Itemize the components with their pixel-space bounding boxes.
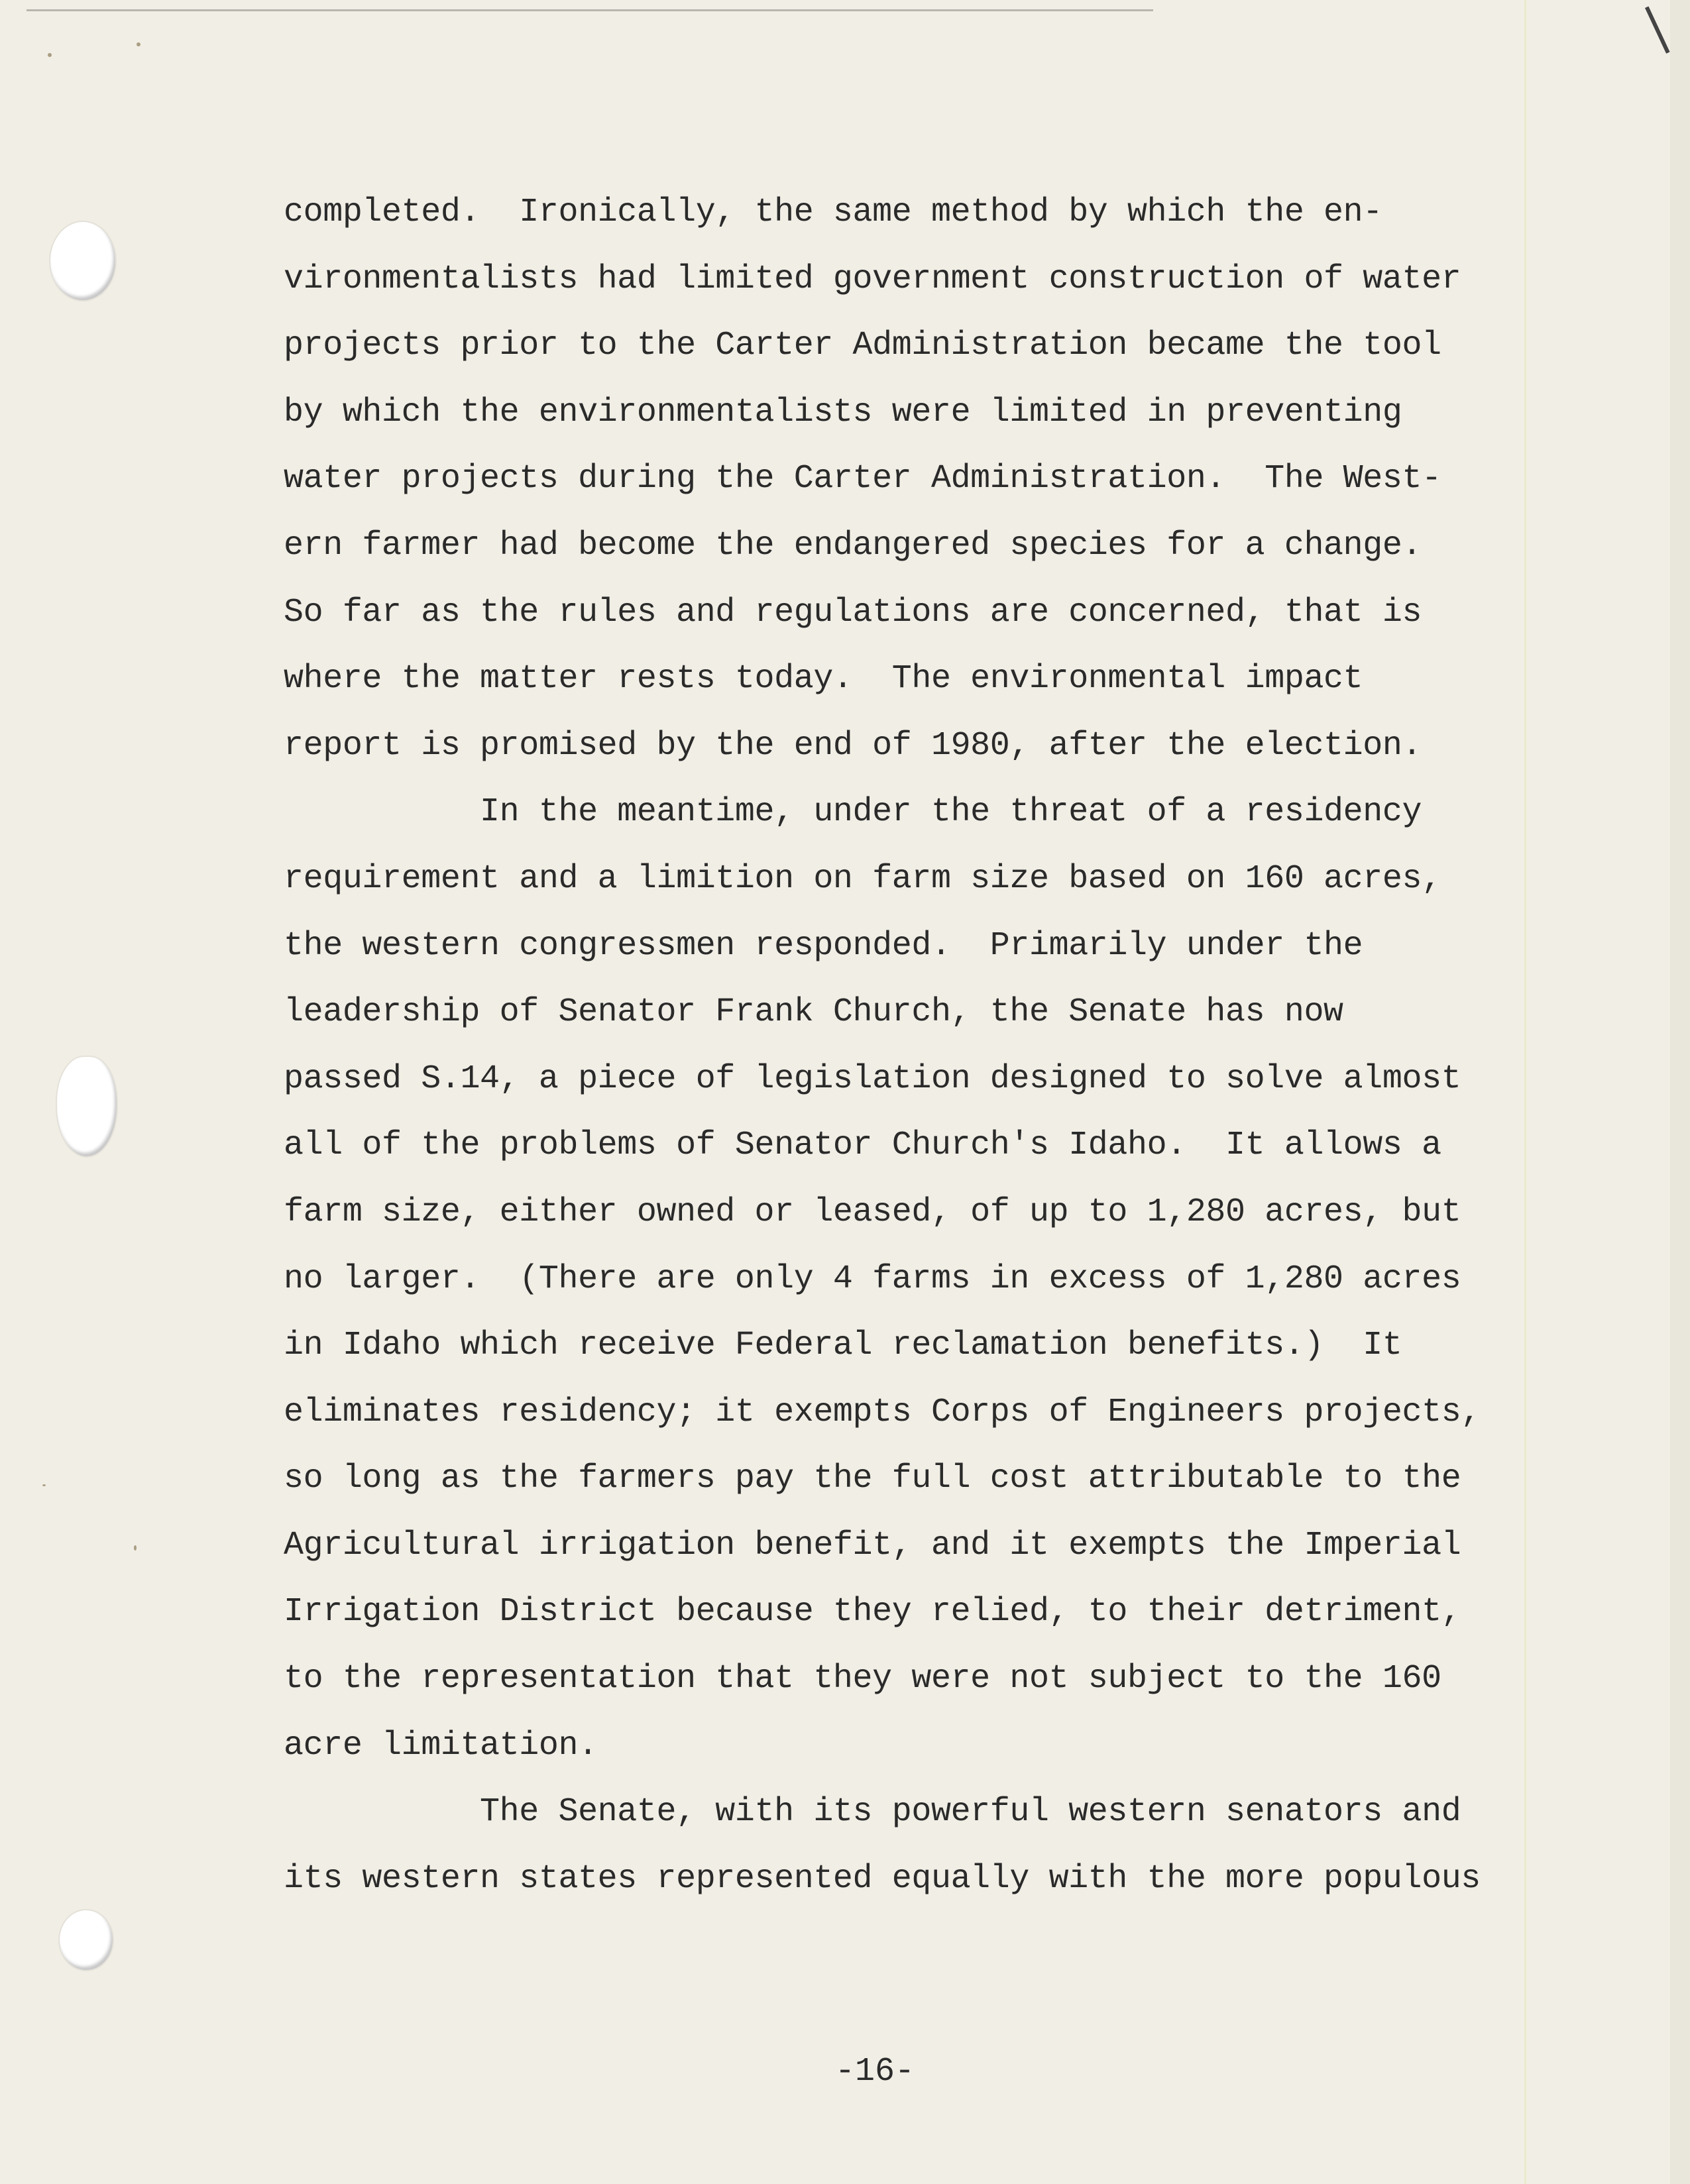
text-line: to the representation that they were not subject to the 160 [284, 1660, 1441, 1698]
text-line: by which the environmentalists were limited in preventing [284, 393, 1402, 431]
body-text [284, 180, 1510, 1912]
text-line: vironmentalists had limited government construction of water [284, 260, 1461, 298]
paper-speck [137, 42, 141, 46]
text-line: where the matter rests today. The environmental impact [284, 660, 1363, 698]
text-line: requirement and a limition on farm size based on 160 acres, [284, 859, 1441, 898]
text-line: acre limitation. [284, 1726, 598, 1765]
text-line: ern farmer had become the endangered species for a change. [284, 526, 1422, 565]
text-line: leadership of Senator Frank Church, the Senate has now [284, 993, 1343, 1032]
text-line: the western congressmen responded. Primarily under the [284, 926, 1363, 965]
paper-speck [42, 1484, 46, 1486]
text-line: Agricultural irrigation benefit, and it exempts the Imperial [284, 1526, 1461, 1564]
text-line: its western states represented equally with the more populous [284, 1859, 1481, 1898]
text-line: in Idaho which receive Federal reclamation benefits.) It [284, 1327, 1402, 1365]
top-edge-rule [27, 9, 1153, 11]
text-line: eliminates residency; it exempts Corps of Engineers projects, [284, 1393, 1481, 1431]
margin-guide-line [1524, 0, 1526, 2184]
text-line: so long as the farmers pay the full cost attributable to the [284, 1460, 1461, 1498]
paper-speck [134, 1545, 137, 1551]
text-line: passed S.14, a piece of legislation designed to solve almost [284, 1060, 1461, 1098]
text-line: In the meantime, under the threat of a residency [284, 793, 1422, 832]
text-line: report is promised by the end of 1980, after the election. [284, 726, 1422, 765]
pencil-mark [1645, 6, 1670, 53]
text-line: projects prior to the Carter Administration became the tool [284, 327, 1441, 365]
text-line: farm size, either owned or leased, of up to 1,280 acres, but [284, 1193, 1461, 1231]
text-line: water projects during the Carter Administration. The West- [284, 460, 1441, 498]
text-line: Irrigation District because they relied, to their detriment, [284, 1593, 1461, 1631]
page-number: -16- [834, 2053, 915, 2091]
binder-hole-top [50, 222, 115, 300]
binder-hole-middle [57, 1057, 117, 1156]
text-line: completed. Ironically, the same method by which the en- [284, 193, 1382, 231]
binder-hole-bottom [60, 1910, 113, 1970]
text-line: So far as the rules and regulations are concerned, that is [284, 593, 1422, 631]
text-line: all of the problems of Senator Church's Idaho. It allows a [284, 1126, 1441, 1165]
paper-speck [48, 53, 52, 57]
text-line: no larger. (There are only 4 farms in excess of 1,280 acres [284, 1260, 1461, 1298]
text-line: The Senate, with its powerful western senators and [284, 1793, 1461, 1831]
